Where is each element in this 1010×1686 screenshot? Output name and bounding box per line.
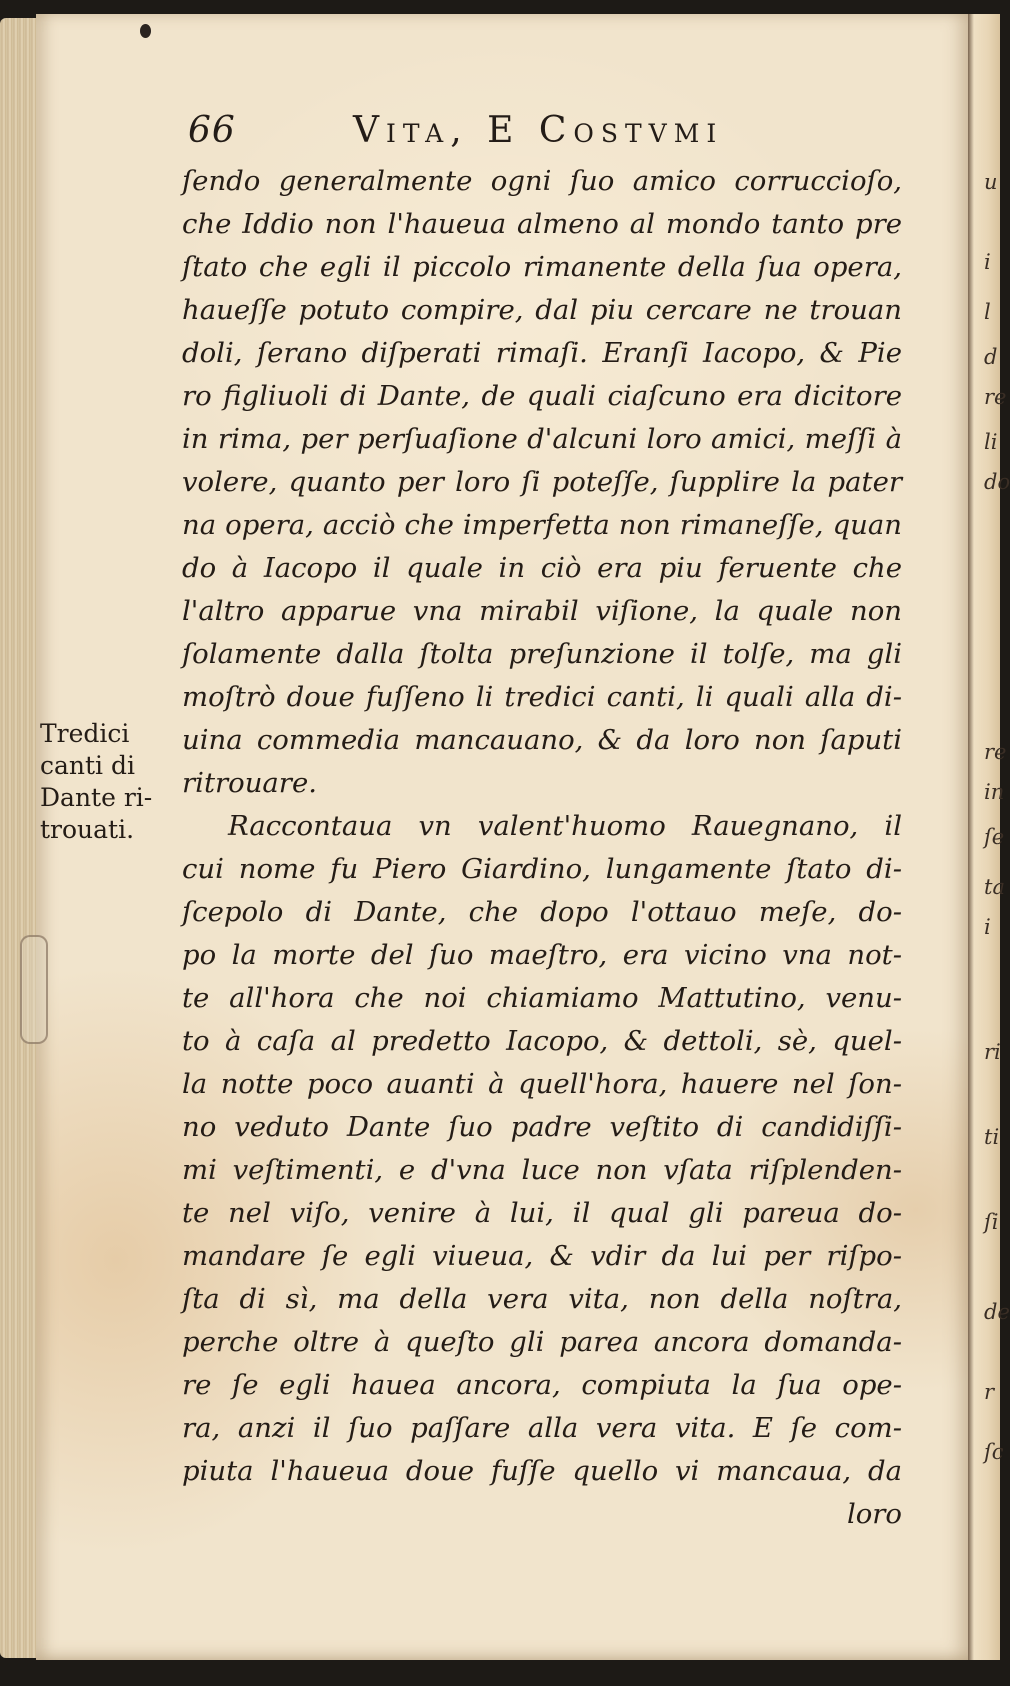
text-line: re ſe egli hauea ancora, compiuta la ſua ope-: [182, 1369, 902, 1401]
text-line: ra, anzi il ſuo paſſare alla vera vita. E ſe com-: [182, 1412, 902, 1444]
next-page-fragment: i: [984, 915, 991, 939]
text-line: ſtato che egli il piccolo rimanente della ſua opera,: [182, 251, 902, 283]
text-line: uina commedia mancauano, & da loro non ſaputi: [182, 724, 902, 756]
text-line: ſta di sì, ma della vera vita, non della noſtra,: [182, 1283, 902, 1315]
next-page-fragment: d: [984, 345, 998, 369]
text-line: Raccontaua vn valent'huomo Rauegnano, il: [228, 810, 902, 842]
next-page-fragment: ri: [984, 1040, 1001, 1064]
text-line: te nel viſo, venire à lui, il qual gli pareua do-: [182, 1197, 902, 1229]
text-line: moſtrò doue fuſſeno li tredici canti, li quali alla di-: [182, 681, 902, 713]
text-line: ſendo generalmente ogni ſuo amico corruccioſo,: [182, 165, 902, 197]
text-line: mi veſtimenti, e d'vna luce non vſata riſplenden-: [182, 1154, 902, 1186]
text-line: na opera, acciò che imperfetta non rimaneſſe, quan: [182, 509, 902, 541]
next-page-fragment: ſi: [984, 1210, 999, 1234]
clip-mark: [20, 935, 48, 1044]
text-line: l'altro apparue vna mirabil viſione, la quale non: [182, 595, 902, 627]
next-page-fragment: r: [984, 1380, 995, 1404]
text-line: ſolamente dalla ſtolta preſunzione il tolſe, ma gli: [182, 638, 902, 670]
marginal-note: [40, 718, 160, 846]
text-line: doli, ſerano diſperati rimaſi. Eranſi Iacopo, & Pie: [182, 337, 902, 369]
text-line: ritrouare.: [182, 767, 317, 799]
page-number: 66: [188, 110, 236, 151]
next-page-fragment: re: [984, 385, 1007, 409]
text-line: perche oltre à queſto gli parea ancora domanda-: [182, 1326, 902, 1358]
next-page-fragment: ſc: [984, 1440, 1004, 1464]
text-line: to à caſa al predetto Iacopo, & dettoli, sè, quel-: [182, 1025, 902, 1057]
marginal-note-line: Dante ri-: [40, 783, 153, 812]
text-line: cui nome fu Piero Giardino, lungamente ſtato di-: [182, 853, 902, 885]
next-page-fragment: i: [984, 250, 991, 274]
next-page-fragment: ti: [984, 1125, 1000, 1149]
text-line: te all'hora che noi chiamiamo Mattutino, venu-: [182, 982, 902, 1014]
marginal-note-line: trouati.: [40, 815, 135, 844]
marginal-note-line: canti di: [40, 751, 135, 780]
next-page-fragment: l: [984, 300, 991, 324]
next-page-fragment: u: [984, 170, 998, 194]
next-page-fragment: ſe: [984, 825, 1005, 849]
text-line: haueſſe potuto compire, dal piu cercare ne trouan: [182, 294, 902, 326]
text-line: volere, quanto per loro ſi poteſſe, ſupplire la pater: [182, 466, 902, 498]
top-shadow: [0, 0, 1000, 14]
body-text: [182, 160, 902, 1536]
text-line: piuta l'haueua doue fuſſe quello vi mancaua, da: [182, 1455, 902, 1487]
ink-dot: [140, 24, 151, 38]
next-page-fragment: ta: [984, 875, 1005, 899]
text-line: la notte poco auanti à quell'hora, hauere nel ſon-: [182, 1068, 902, 1100]
next-page-fragment: de: [984, 1300, 1010, 1324]
text-line: mandare ſe egli viueua, & vdir da lui per riſpo-: [182, 1240, 902, 1272]
text-line: che Iddio non l'haueua almeno al mondo tanto pre: [182, 208, 902, 240]
text-line: ro figliuoli di Dante, de quali ciaſcuno era dicitore: [182, 380, 902, 412]
bottom-shadow: [0, 1660, 1000, 1686]
next-page-fragment: li: [984, 430, 998, 454]
text-line: no veduto Dante ſuo padre veſtito di candidiſſi-: [182, 1111, 902, 1143]
catchword: loro: [846, 1498, 902, 1530]
next-page-fragment: do: [984, 470, 1010, 494]
text-line: po la morte del ſuo maeſtro, era vicino vna not-: [182, 939, 902, 971]
text-line: ſcepolo di Dante, che dopo l'ottauo meſe, do-: [182, 896, 902, 928]
next-page-fragment: re: [984, 740, 1007, 764]
running-head: Vita, E Costvmi: [353, 110, 724, 151]
text-line: do à Iacopo il quale in ciò era piu feruente che: [182, 552, 902, 584]
marginal-note-line: Tredici: [40, 719, 130, 748]
text-line: in rima, per perſuaſione d'alcuni loro amici, meſſi à: [182, 423, 902, 455]
next-page-fragment: in: [984, 780, 1005, 804]
